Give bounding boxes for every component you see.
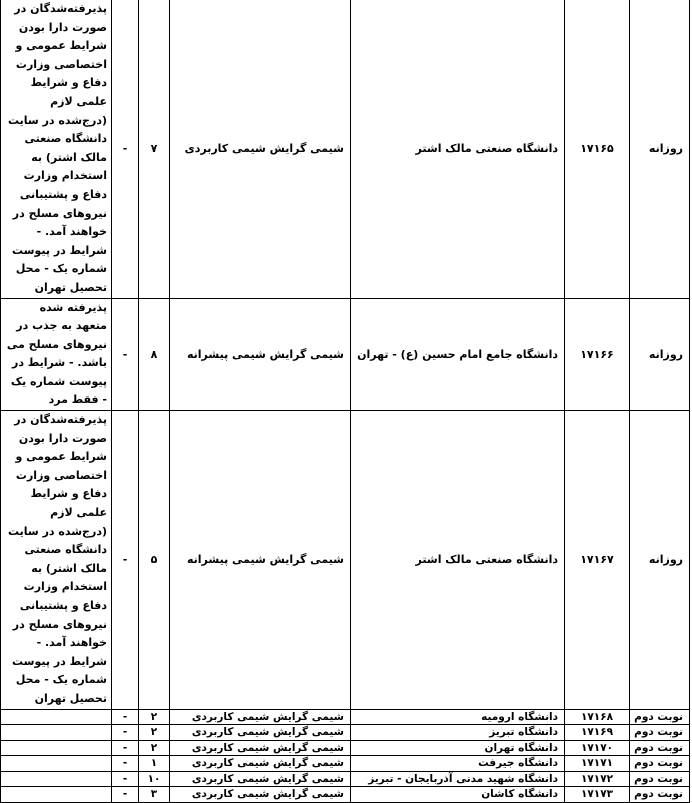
capacity-cell: ۷ [139,0,170,298]
field-cell: شیمی گرایش شیمی کاربردی [170,756,351,772]
university-cell: دانشگاه شهید مدنی آذربایجان - تبریز [351,771,565,787]
field-cell: شیمی گرایش شیمی پیشرانه [170,411,351,710]
conditions-cell [1,740,112,756]
dash-cell: - [112,0,139,298]
capacity-cell: ۱ [139,756,170,772]
table-row [1,756,690,772]
conditions-cell [1,771,112,787]
period-cell: روزانه [630,0,690,298]
code-cell: ۱۷۱۶۷ [565,411,630,710]
university-cell: دانشگاه کاشان [351,787,565,803]
field-cell: شیمی گرایش شیمی کاربردی [170,709,351,725]
capacity-cell: ۳ [139,787,170,803]
code-cell: ۱۷۱۶۸ [565,709,630,725]
period-cell: نوبت دوم [630,771,690,787]
university-cell: دانشگاه تبریز [351,725,565,741]
capacity-cell: ۲ [139,725,170,741]
field-cell: شیمی گرایش شیمی کاربردی [170,787,351,803]
conditions-cell: پذیرفته شده متعهد به جذب در نیروهای مسلح می باشد. - شرایط در پیوست شماره یک - فقط مرد [1,298,112,411]
code-cell: ۱۷۱۶۵ [565,0,630,298]
dash-cell: - [112,756,139,772]
period-cell: نوبت دوم [630,756,690,772]
table-row [1,298,690,411]
code-cell: ۱۷۱۷۱ [565,756,630,772]
code-cell: ۱۷۱۶۹ [565,725,630,741]
university-cell: دانشگاه صنعتی مالک اشتر [351,411,565,710]
table-row [1,787,690,803]
period-cell: روزانه [630,298,690,411]
code-cell: ۱۷۱۷۲ [565,771,630,787]
period-cell: نوبت دوم [630,725,690,741]
conditions-cell: پذیرفته‌شدگان در صورت دارا بودن شرایط عمومی و اختصاصی وزارت دفاع و شرایط علمی لازم (درج‌شده در سایت دانشگاه صنعتی مالک اشتر) به استخدام وزارت دفاع و پشتیبانی نیروهای مسلح در خواهند آمد. - شرایط در پیوست شماره یک - محل تحصیل تهران [1,411,112,710]
conditions-cell: پذیرفته‌شدگان در صورت دارا بودن شرایط عمومی و اختصاصی وزارت دفاع و شرایط علمی لازم (درج‌شده در سایت دانشگاه صنعتی مالک اشتر) به استخدام وزارت دفاع و پشتیبانی نیروهای مسلح در خواهند آمد. - شرایط در پیوست شماره یک - محل تحصیل تهران [1,0,112,298]
conditions-cell [1,756,112,772]
field-cell: شیمی گرایش شیمی کاربردی [170,725,351,741]
field-cell: شیمی گرایش شیمی پیشرانه [170,298,351,411]
field-cell: شیمی گرایش شیمی کاربردی [170,771,351,787]
table-row [1,740,690,756]
dash-cell: - [112,725,139,741]
table-row [1,0,690,298]
table-row [1,725,690,741]
field-cell: شیمی گرایش شیمی کاربردی [170,0,351,298]
university-cell: دانشگاه تهران [351,740,565,756]
field-cell: شیمی گرایش شیمی کاربردی [170,740,351,756]
university-cell: دانشگاه صنعتی مالک اشتر [351,0,565,298]
capacity-cell: ۲ [139,709,170,725]
dash-cell: - [112,709,139,725]
dash-cell: - [112,771,139,787]
code-cell: ۱۷۱۶۶ [565,298,630,411]
university-cell: دانشگاه جامع امام حسین (ع) - تهران [351,298,565,411]
capacity-cell: ۵ [139,411,170,710]
conditions-cell [1,709,112,725]
capacity-cell: ۱۰ [139,771,170,787]
table-row [1,709,690,725]
table-row [1,411,690,710]
period-cell: روزانه [630,411,690,710]
capacity-cell: ۲ [139,740,170,756]
dash-cell: - [112,740,139,756]
dash-cell: - [112,787,139,803]
university-cell: دانشگاه ارومیه [351,709,565,725]
period-cell: نوبت دوم [630,787,690,803]
dash-cell: - [112,298,139,411]
code-cell: ۱۷۱۷۳ [565,787,630,803]
period-cell: نوبت دوم [630,709,690,725]
code-cell: ۱۷۱۷۰ [565,740,630,756]
table-row [1,771,690,787]
dash-cell: - [112,411,139,710]
university-cell: دانشگاه جیرفت [351,756,565,772]
capacity-cell: ۸ [139,298,170,411]
conditions-cell [1,725,112,741]
conditions-cell [1,787,112,803]
period-cell: نوبت دوم [630,740,690,756]
